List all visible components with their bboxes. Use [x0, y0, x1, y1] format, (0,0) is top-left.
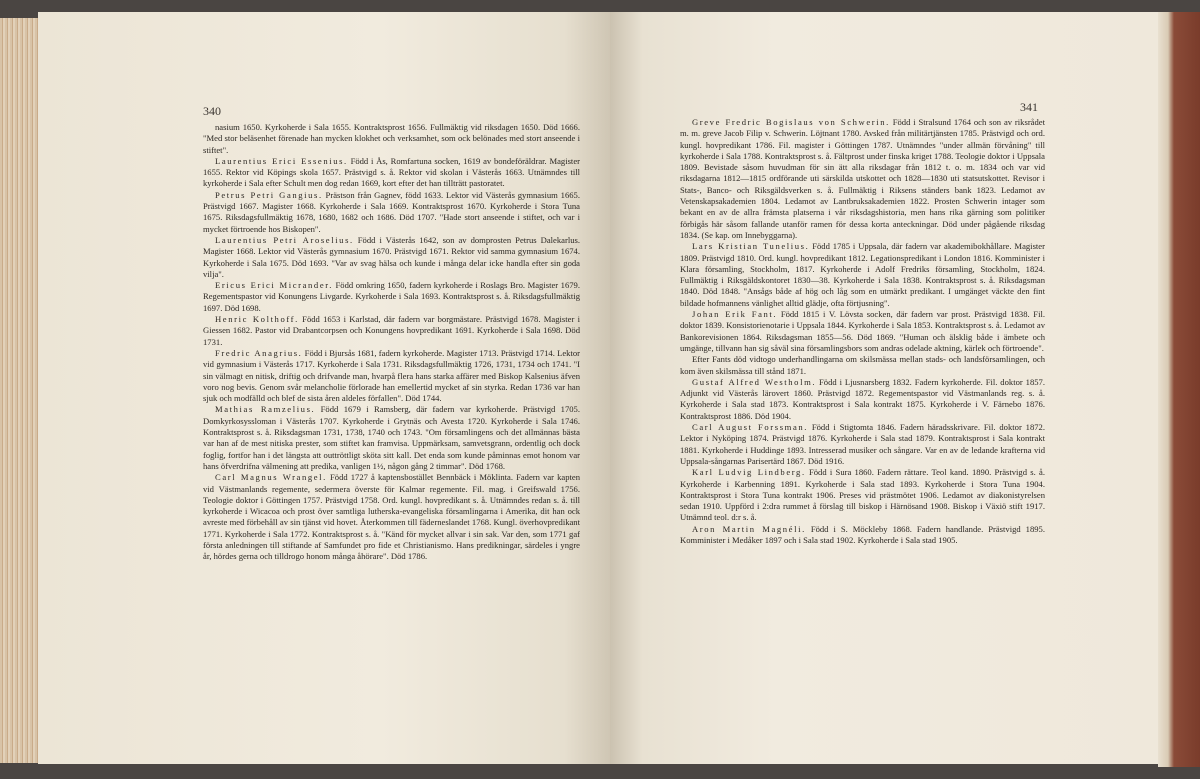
entry-name: Ericus Erici Micrander.: [215, 280, 333, 291]
entry-paragraph: [203, 235, 580, 280]
entry-paragraph: [203, 190, 580, 235]
left-page-text: [203, 122, 580, 563]
entry-paragraph: [680, 309, 1045, 354]
book-left-edge: [0, 18, 38, 763]
entry-name: Johan Erik Fant.: [692, 309, 778, 320]
entry-name: Greve Fredric Bogislaus von Schwerin.: [692, 117, 890, 127]
entry-text: Född i Ljusnarsberg 1832. Fadern kyrkoherde. Fil. doktor 1857. Adjunkt vid Västerås lärovert 1860. Prästvigd 1872. Regementspastor vid Västmanlands reg. s. å. Kyrkoherde i Sala stad 1873. Kontraktsprost i Sala kontrakt 1875. Kyrkoherde i V. Färnebo 1876. Kontraktsprost 1886. Död 1904.: [680, 376, 1045, 421]
entry-paragraph: [203, 404, 580, 472]
entry-paragraph: [203, 314, 580, 348]
entry-name: Henric Kolthoff.: [215, 314, 299, 325]
entry-text: Född 1815 i V. Lövsta socken, där fadern var prost. Prästvigd 1838. Fil. doktor 1839. Konsistorienotarie i Uppsala 1844. Kyrkoherde i Sala 1853. Kontraktsprost s. å. Ledamot av Bankorevisionen 1864. Riksdagsman 1855—56. Död 1869. "Human och älsklig både i ämbete och umgänge, tillvann han sig såväl sina församlingsbors som andras odelade aktning, kärlek och förtroende".: [680, 309, 1045, 353]
page-number-right: 341: [1020, 100, 1038, 114]
page-number-left: 340: [203, 104, 221, 118]
left-page: [38, 12, 610, 764]
entry-paragraph: [203, 348, 580, 404]
entry-name: Aron Martin Magnéli.: [692, 523, 806, 534]
entry-paragraph: [680, 467, 1045, 523]
entry-name: Laurentius Petri Aroselius.: [215, 234, 354, 245]
entry-text: nasium 1650. Kyrkoherde i Sala 1655. Kontraktsprost 1656. Fullmäktig vid riksdagen 1650. Död 1666. "Med stor beläsenhet förenade han mycken klokhet och verksamhet, som ock belönades med stort anseende i stiftet".: [203, 122, 580, 155]
entry-name: Carl August Forssman.: [692, 422, 809, 433]
entry-text: Född i S. Möckleby 1868. Fadern handlande. Prästvigd 1895. Komminister i Medåker 1897 och i Sala stad 1902. Kyrkoherde i Sala stad 1905.: [680, 523, 1045, 545]
entry-text: Född i Stralsund 1764 och son av riksrådet m. m. greve Jacob Filip v. Schwerin. Löjtnant 1780. Avsked från militärtjänsten 1785. Prästvigd och ord. kungl. hovpredikant 1786. Fil. magister i Göttingen 1787. Utnämndes "under allmän förvåning" till kyrkoherde i Sala 1788. Kontraktsprost s. å. Fältprost under finska kriget 1788. Teologie doktor i Uppsala 1809. Bevistade såsom huvudman för sin ätt alla riksdagar från 1812 t. o. m. 1834 och var vid riksdagarna 1812—1815 ordförande uti särskilda utskottet och 1828—1830 uti statsutskottet. Revisor i Stats-, Banco- och Riksgäldsverken s. å. Fullmäktig i Riksens ständers bank 1823. Ledamot av Vetenskapsakademien 1804. Ledamot av Lantbruksakademien 1822. Prosten Schwerin intager som bekant en av de allra främsta platserna i vår riksdagshistoria, men hans rika gärning som politiker förbigås här såsom fallande utanför ramen för dessa korta anteckningar. Död under pågående riksdag 1834. (Se kap. om Innebyggarna).: [680, 117, 1045, 240]
entry-paragraph: [680, 241, 1045, 309]
entry-text: Född i Västerås 1642, son av domprosten Petrus Dalekarlus. Magister 1668. Lektor vid Västerås gymnasium 1670. Prästvigd 1671. Rektor vid samma gymnasium 1674. Kyrkoherde i Sala 1675. Död 1693. "Var av svag hälsa och kunde i många delar icke handla efter sin goda vilja".: [203, 234, 581, 279]
entry-name: Mathias Ramzelius.: [215, 404, 316, 415]
entry-paragraph: [203, 472, 580, 562]
entry-text: Född 1785 i Uppsala, där fadern var akademibokhållare. Magister 1809. Prästvigd 1810. Ord. kungl. hovpredikant 1812. Legationspredikant i London 1816. Komminister i Klara församling, Stockholm, 1817. Kyrkoherde i Adolf Fredriks församling, Stockholm, 1824. Fullmäktig i Riksgäldskontoret 1830—38. Kyrkoherde i Sala 1838. Kontraktsprost s. å. Riksdagsman 1840. Död 1848. "Ansågs både af hög och låg som en utmärkt predikant. I umgänget väckte den fint bildade hofmannens vänlighet alltid glädje, ofta förtjusning".: [680, 241, 1045, 308]
entry-paragraph: [680, 354, 1045, 377]
right-page-text: [680, 117, 1045, 546]
entry-text: Född i Sura 1860. Fadern rättare. Teol kand. 1890. Prästvigd s. å. Kyrkoherde i Karbenning 1891. Kyrkoherde i Sala stad 1893. Kyrkoherde i Stora Tuna 1904. Kontraktsprost i Stora Tuna kontrakt 1906. Preses vid prästmötet 1906. Ledamot av diakonistyrelsen sedan 1910. Uppförd i 2:dra rummet å förslag till biskop i Härnösand 1908. Biskop i Växiö stift 1917. Utnämnd teol. d:r s. å.: [680, 467, 1045, 523]
entry-name: Gustaf Alfred Westholm.: [692, 376, 817, 387]
entry-paragraph: [203, 280, 580, 314]
entry-name: Karl Ludvig Lindberg.: [692, 467, 806, 478]
entry-text: Född i Stigtomta 1846. Fadern häradsskrivare. Fil. doktor 1872. Lektor i Nyköping 1874. Prästvigd 1876. Kyrkoherde i Sala stad 1879. Kontraktsprost i Sala kontrakt 1881. Kyrkoherde i Huddinge 1893. Intresserad musiker och sångare. Var en av de ledande krafterna vid Uppsala-sångarnas Parisertärd 1867. Död 1916.: [680, 422, 1045, 466]
entry-name: Carl Magnus Wrangel.: [215, 472, 327, 483]
entry-text: Född omkring 1650, fadern kyrkoherde i Roslags Bro. Magister 1679. Regementspastor vid Konungens Livgarde. Kyrkoherde i Sala 1693. Kontraktsprost s. å. Riksdagsfullmäktig 1697. Död 1698.: [203, 280, 580, 313]
entry-text: Född i Ås, Romfartuna socken, 1619 av bondeföräldrar. Magister 1655. Rektor vid Köpings skola 1657. Prästvigd s. å. Rektor vid skolan i Västerås 1663. Utnämndes till kyrkoherde i Sala efter Schult men dog redan 1669, kort efter det han tillträtt pastoratet.: [203, 155, 580, 189]
entry-text: Född 1727 å kaptensbostället Bennbäck i Möklinta. Fadern var kapten vid Västmanlands regemente, sedermera överste för Kalmar regemente. Fil. mag. i Greifswald 1756. Teologie doktor i Göttingen 1757. Prästvigd 1758. Ord. kungl. hovpredikant s. å. Utnämndes redan s. å. till kyrkoherde i Wicacoa och prost över samtliga lutherska-evangeliska församlingarna i Amerika, dit han ock avreste med förbehåll av sin tjänst vid hovet. Återkommen till fäderneslandet 1768. Kungl. överhovpredikant 1771. Kyrkoherde i Sala 1772. Kontraktsprost s. å. "Känd för mycket allvar i sin sak. Var den, som 1771 gaf första anledningen till stiftande af Samfundet pro fide et Christianismo. Hans predikningar, särdeles i yngre år, hördes gerna och tilldrogo honom många åhörare". Död 1786.: [203, 472, 580, 562]
entry-paragraph: [680, 117, 1045, 241]
entry-name: Fredric Anagrius.: [215, 347, 303, 358]
entry-paragraph: [203, 156, 580, 190]
entry-paragraph: [203, 122, 580, 156]
entry-paragraph: [680, 422, 1045, 467]
entry-text: Prästson från Gagnev, född 1633. Lektor vid Västerås gymnasium 1665. Prästvigd 1667. Magister 1668. Kyrkoherde i Sala 1669. Kontraktsprost 1670. Kyrkoherde i Stora Tuna 1675. Riksdagsfullmäktig 1678, 1680, 1682 och 1686. Död 1707. "Hade stort anseende i stiftet, och var i mycket förtroende hos Biskopen".: [203, 189, 580, 234]
entry-paragraph: [680, 377, 1045, 422]
right-page: [610, 12, 1158, 764]
entry-name: Laurentius Erici Essenius.: [215, 155, 348, 166]
entry-name: Petrus Petri Gangius.: [215, 189, 323, 200]
entry-text: Född 1653 i Karlstad, där fadern var borgmästare. Prästvigd 1678. Magister i Giessen 1682. Pastor vid Drabantcorpsen och Konungens hovpredikant 1691. Kyrkoherde i Sala 1698. Död 1731.: [203, 314, 580, 347]
entry-text: Född i Bjursås 1681, fadern kyrkoherde. Magister 1713. Prästvigd 1714. Lektor vid gymnasium i Västerås 1717. Kyrkoherde i Sala 1731. Riksdagsfullmäktig 1726, 1731, 1734 och 1741. "I sin välmagt en nitisk, driftig och drifvande man, hvarpå flera hans starka affärer med Biskop Kalsenius äfven voro nog bevis. Genom svår melancholie förlorade han emellertid mycket af sin styrka. Redan 1736 var han sjuk och modfälld och blef de sista åren aldeles förfallen". Död 1744.: [203, 347, 580, 404]
book-cover-edge: [1158, 12, 1200, 767]
entry-text: Född 1679 i Ramsberg, där fadern var kyrkoherde. Prästvigd 1705. Domkyrkosyssloman i Västerås 1707. Kyrkoherde i Grytnäs och Avesta 1720. Kyrkoherde i Sala 1746. Kontraktsprost s. å. Riksdagsman 1731, 1738, 1740 och 1743. "Om församlingens och det allmännas bästa var han af de mest nitiska prester, som stiftet kan framvisa. Uppmärksam, samvetsgrann, ordentlig och dock foglig, fortfor han i det längsta att outtröttligt sköta sitt kall. Det enda som kunde påminnas emot honom var hans öfverdrifna välmening att predika, vanligen 1½, någon gång 2 timmar". Död 1768.: [203, 404, 580, 471]
entry-text: Efter Fants död vidtogo underhandlingarna om skilsmässa mellan stads- och landsförsamlingen, och kom även skilsmässa till stånd 1871.: [680, 354, 1045, 376]
entry-name: Lars Kristian Tunelius.: [692, 241, 810, 252]
entry-paragraph: [680, 524, 1045, 547]
